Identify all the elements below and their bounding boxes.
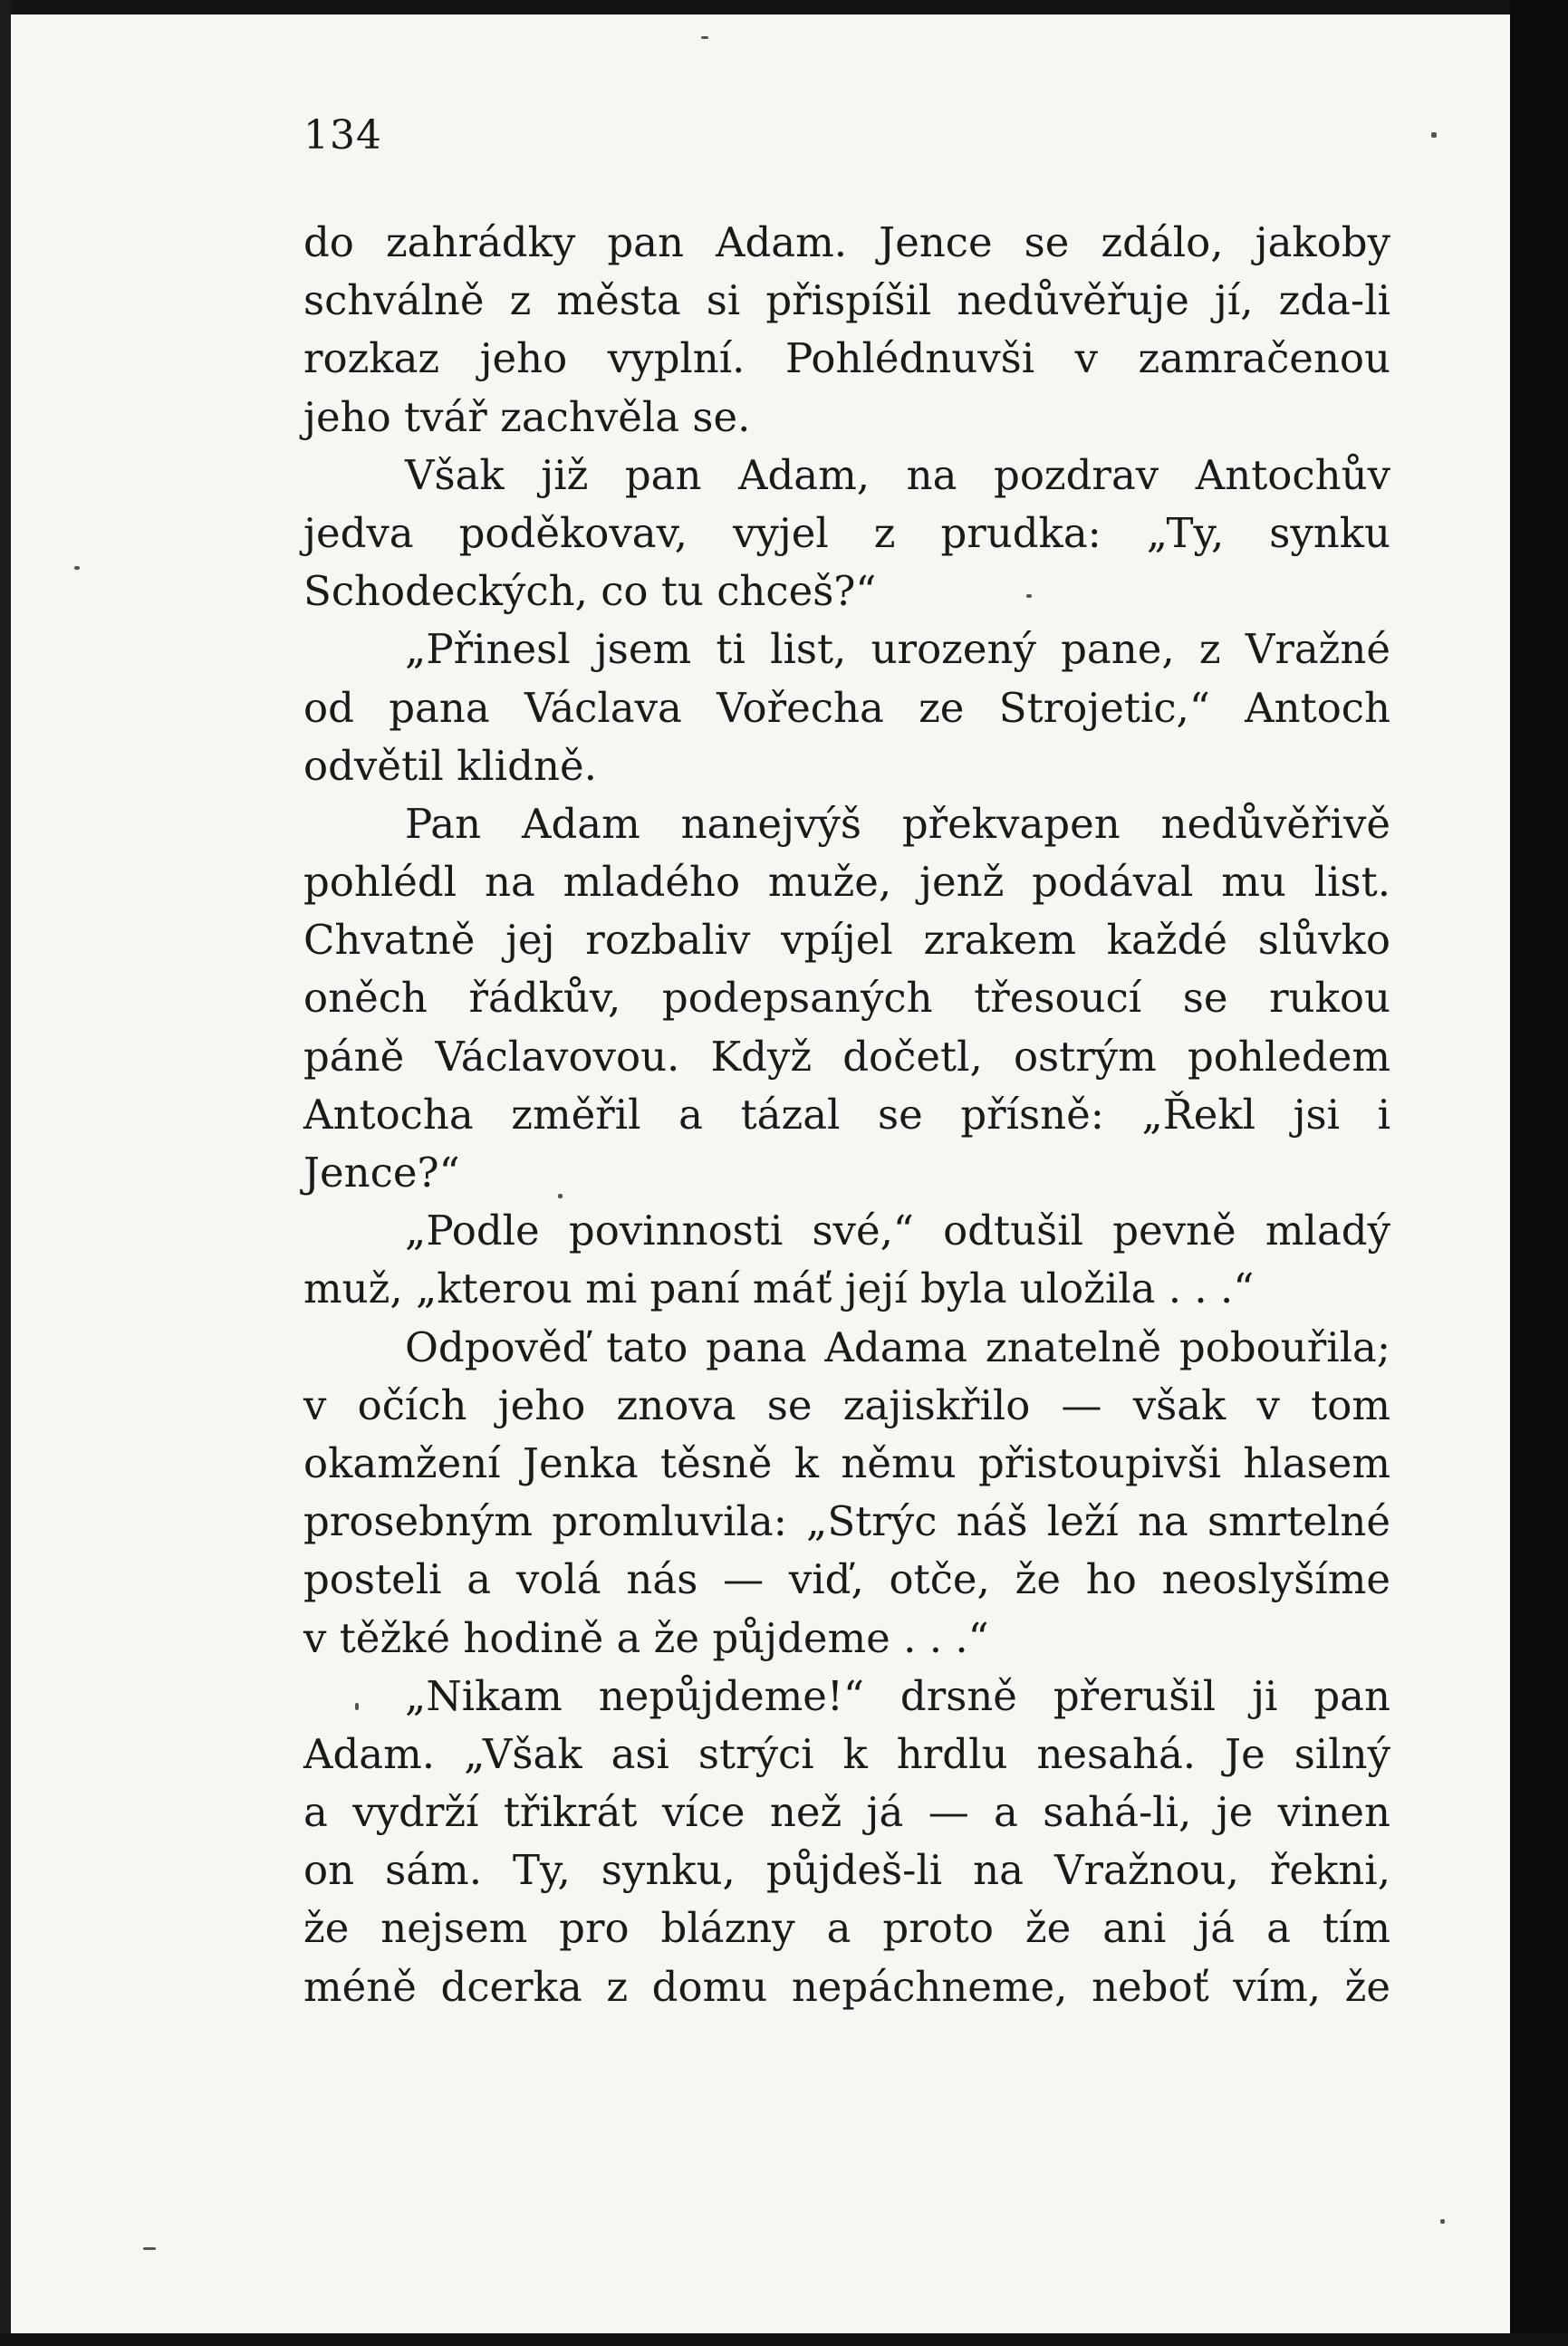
text-line: rozkaz jeho vyplní. Pohlédnuvši v zamračenou: [303, 334, 1390, 383]
text-line: oněch řádkův, podepsaných třesoucí se rukou: [303, 974, 1390, 1023]
paper-speck: [74, 566, 80, 570]
paper-speck: [1431, 132, 1437, 138]
text-line: posteli a volá nás — viď, otče, že ho neoslyšíme: [303, 1555, 1390, 1604]
text-line: jeho tvář zachvěla se.: [303, 392, 751, 441]
text-line: v těžké hodině a že půjdeme . . .“: [303, 1613, 989, 1662]
text-line: schválně z města si přispíšil nedůvěřuje jí, zda-li: [303, 276, 1390, 325]
scan-left-border: [0, 0, 11, 2346]
text-line: že nejsem pro blázny a proto že ani já a tím: [303, 1904, 1390, 1953]
text-line: Odpověď tato pana Adama znatelně pobouřila;: [405, 1322, 1390, 1371]
text-line: muž, „kterou mi paní máť její byla uložila . . .“: [303, 1264, 1255, 1313]
text-line: jedva poděkovav, vyjel z prudka: „Ty, synku: [303, 508, 1390, 557]
page-number: 134: [303, 112, 382, 159]
scan-bottom-border: [0, 2333, 1568, 2346]
text-line: Schodeckých, co tu chceš?“: [303, 567, 877, 616]
text-line: Antocha změřil a tázal se přísně: „Řekl jsi i: [303, 1090, 1390, 1139]
scan-top-border: [0, 0, 1568, 14]
paper-speck: [701, 36, 708, 39]
text-line: od pana Václava Vořecha ze Strojetic,“ Antoch: [303, 683, 1390, 732]
text-line: pohlédl na mladého muže, jenž podával mu list.: [303, 858, 1390, 907]
paper-speck: [1440, 2219, 1445, 2224]
body-text: [303, 214, 1390, 2016]
text-line: odvětil klidně.: [303, 741, 597, 790]
text-line: méně dcerka z domu nepáchneme, neboť vím, že: [303, 1962, 1390, 2011]
text-line: on sám. Ty, synku, půjdeš-li na Vražnou, řekni,: [303, 1846, 1390, 1895]
text-line: v očích jeho znova se zajiskřilo — však v tom: [303, 1380, 1390, 1429]
text-line: Chvatně jej rozbaliv vpíjel zrakem každé slůvko: [303, 916, 1390, 965]
text-line: do zahrádky pan Adam. Jence se zdálo, jakoby: [303, 218, 1390, 266]
text-line: páně Václavovou. Když dočetl, ostrým pohledem: [303, 1032, 1390, 1081]
text-line: Však již pan Adam, na pozdrav Antochův: [405, 450, 1390, 499]
text-line: „Podle povinnosti své,“ odtušil pevně mladý: [405, 1207, 1390, 1255]
text-line: Adam. „Však asi strýci k hrdlu nesahá. Je silný: [303, 1729, 1390, 1778]
text-line: okamžení Jenka těsně k němu přistoupivši hlasem: [303, 1438, 1390, 1487]
text-line: „Nikam nepůjdeme!“ drsně přerušil ji pan: [405, 1671, 1390, 1720]
text-line: prosebným promluvila: „Strýc náš leží na smrtelné: [303, 1497, 1390, 1546]
text-line: „Přinesl jsem ti list, urozený pane, z Vražné: [405, 625, 1390, 674]
paper-speck: [143, 2247, 156, 2250]
scan-right-border: [1510, 0, 1568, 2346]
text-line: a vydrží třikrát více než já — a sahá-li, je vinen: [303, 1788, 1390, 1837]
text-line: Jence?“: [303, 1149, 460, 1197]
text-line: Pan Adam nanejvýš překvapen nedůvěřivě: [405, 799, 1390, 848]
